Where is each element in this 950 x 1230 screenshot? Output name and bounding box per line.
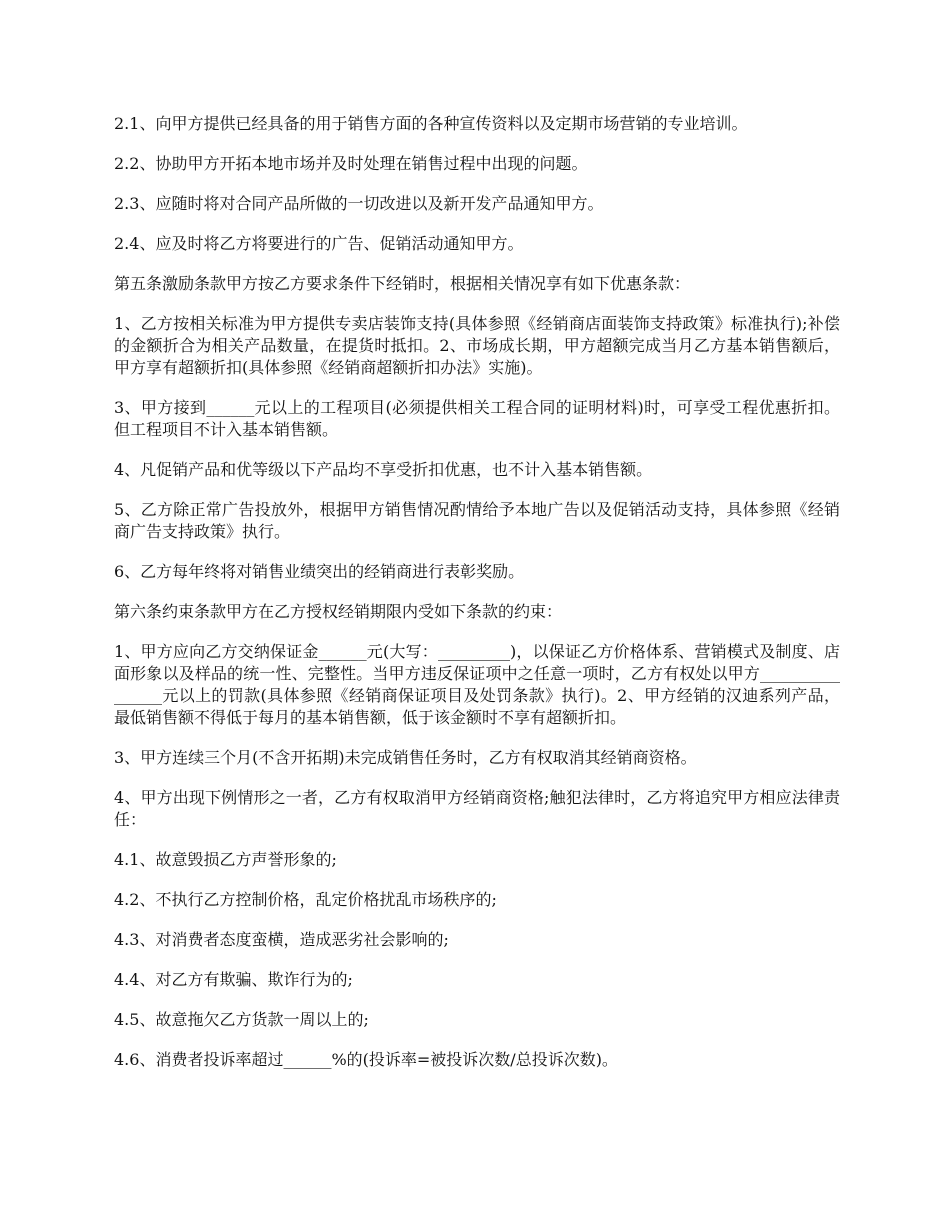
paragraph-5-5: 5、乙方除正常广告投放外，根据甲方销售情况酌情给予本地广告以及促销活动支持，具体参照《经销商广告支持政策》执行。 xyxy=(114,500,840,541)
paragraph-2-2: 2.2、协助甲方开拓本地市场并及时处理在销售过程中出现的问题。 xyxy=(114,154,588,173)
section-5-heading: 第五条激励条款甲方按乙方要求条件下经销时，根据相关情况享有如下优惠条款： xyxy=(114,274,691,293)
paragraph-2-4: 2.4、应及时将乙方将要进行的广告、促销活动通知甲方。 xyxy=(114,234,524,253)
section-6-heading: 第六条约束条款甲方在乙方授权经销期限内受如下条款的约束： xyxy=(114,602,563,621)
paragraph-5-1: 1、乙方按相关标准为甲方提供专卖店装饰支持(具体参照《经销商店面装饰支持政策》标准执行);补偿的金额折合为相关产品数量，在提货时抵扣。2、市场成长期，甲方超额完成当月乙方基本销售额后，甲方享有超额折扣(具体参照《经销商超额折扣办法》实施)。 xyxy=(114,314,840,377)
paragraph-6-1: 1、甲方应向乙方交纳保证金______元(大写：_________)，以保证乙方价格体系、营销模式及制度、店面形象以及样品的统一性、完整性。当甲方违反保证项中之任意一项时，乙方有权处以甲方________________元以上的罚款(具体参照《经销商保证项目及处罚条款》执行)。2、甲方经销的汉迪系列产品，最低销售额不得低于每月的基本销售额，低于该金额时不享有超额折扣。 xyxy=(114,642,840,727)
paragraph-4-1: 4.1、故意毁损乙方声誉形象的; xyxy=(114,850,337,869)
document-body xyxy=(114,113,840,1089)
paragraph-4-6: 4.6、消费者投诉率超过______%的(投诉率=被投诉次数/总投诉次数)。 xyxy=(114,1050,618,1069)
paragraph-4-3: 4.3、对消费者态度蛮横，造成恶劣社会影响的; xyxy=(114,930,449,949)
paragraph-5-4: 4、凡促销产品和优等级以下产品均不享受折扣优惠，也不计入基本销售额。 xyxy=(114,460,653,479)
paragraph-2-3: 2.3、应随时将对合同产品所做的一切改进以及新开发产品通知甲方。 xyxy=(114,194,604,213)
paragraph-5-3: 3、甲方接到______元以上的工程项目(必须提供相关工程合同的证明材料)时，可享受工程优惠折扣。但工程项目不计入基本销售额。 xyxy=(114,398,840,439)
paragraph-4-2: 4.2、不执行乙方控制价格，乱定价格扰乱市场秩序的; xyxy=(114,890,497,909)
paragraph-4-5: 4.5、故意拖欠乙方货款一周以上的; xyxy=(114,1010,369,1029)
paragraph-6-4: 4、甲方出现下例情形之一者，乙方有权取消甲方经销商资格;触犯法律时，乙方将追究甲方相应法律责任： xyxy=(114,788,840,829)
paragraph-2-1: 2.1、向甲方提供已经具备的用于销售方面的各种宣传资料以及定期市场营销的专业培训。 xyxy=(114,114,748,133)
paragraph-6-3: 3、甲方连续三个月(不含开拓期)未完成销售任务时，乙方有权取消其经销商资格。 xyxy=(114,748,697,767)
paragraph-5-6: 6、乙方每年终将对销售业绩突出的经销商进行表彰奖励。 xyxy=(114,562,525,581)
paragraph-4-4: 4.4、对乙方有欺骗、欺诈行为的; xyxy=(114,970,353,989)
